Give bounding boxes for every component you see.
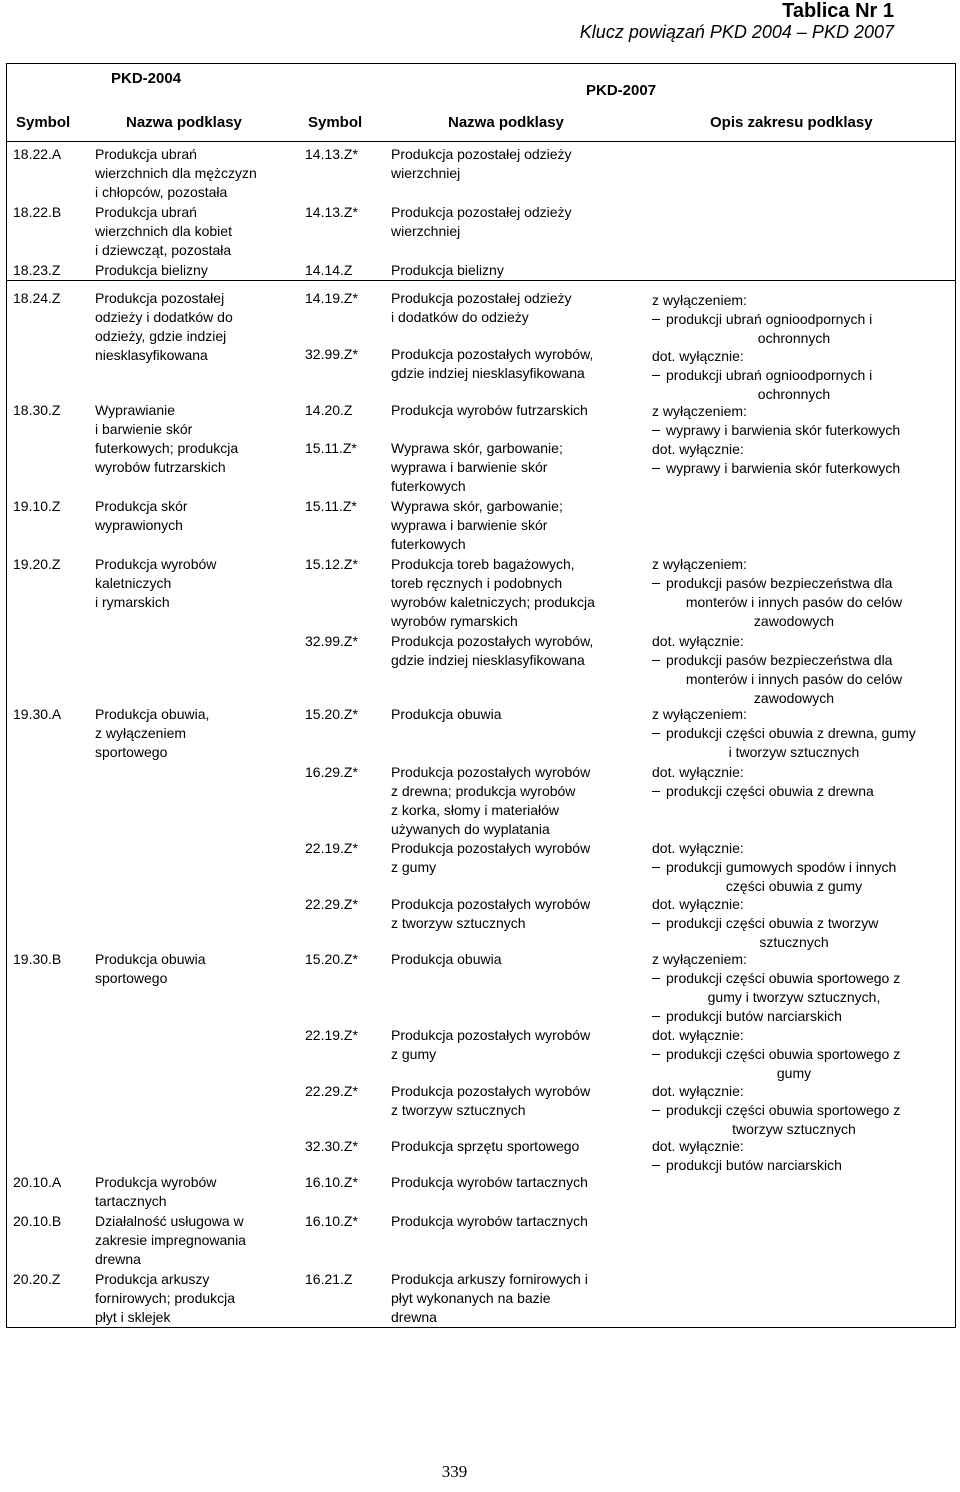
- scope-note-item: produkcji ubrań ognioodpornych i ochronnych: [652, 310, 924, 348]
- pkd2004-header: PKD-2004: [111, 70, 182, 87]
- scope-note-item: produkcji części obuwia z tworzyw sztucznych: [652, 914, 924, 952]
- old-name: Produkcja obuwia sportowego: [95, 951, 206, 986]
- new-name: Produkcja pozostałej odzieży i dodatków do odzieży: [391, 290, 572, 325]
- symbol-header-2004: Symbol: [16, 114, 71, 131]
- new-symbol: 22.19.Z*: [305, 1027, 358, 1043]
- scope-note-item: produkcji pasów bezpieczeństwa dla monterów i innych pasów do celów zawodowych: [652, 574, 924, 631]
- new-name: Produkcja wyrobów futrzarskich: [391, 402, 588, 418]
- new-name: Produkcja arkuszy fornirowych i płyt wykonanych na bazie drewna: [391, 1271, 588, 1325]
- section-divider: [7, 280, 955, 281]
- scope-note-heading: z wyłączeniem:: [652, 403, 747, 419]
- new-symbol: 15.11.Z*: [305, 498, 357, 514]
- new-symbol: 16.29.Z*: [305, 764, 358, 780]
- new-name: Produkcja pozostałych wyrobów z drewna; produkcja wyrobów z korka, słomy i materiałów używanych do wyplatania: [391, 764, 591, 837]
- name-header-2007: Nazwa podklasy: [448, 114, 564, 131]
- scope-note-heading: dot. wyłącznie:: [652, 348, 744, 364]
- scope-note-heading: dot. wyłącznie:: [652, 633, 744, 649]
- new-name: Produkcja obuwia: [391, 951, 502, 967]
- scope-note-item: produkcji części obuwia z drewna: [652, 782, 874, 801]
- new-symbol: 15.12.Z*: [305, 556, 358, 572]
- old-name: Produkcja ubrań wierzchnich dla kobiet i dziewcząt, pozostała: [95, 204, 232, 258]
- scope-note-heading: z wyłączeniem:: [652, 706, 747, 722]
- old-name: Działalność usługowa w zakresie impregnowania drewna: [95, 1213, 246, 1267]
- new-name: Produkcja pozostałej odzieży wierzchniej: [391, 146, 572, 181]
- new-symbol: 32.99.Z*: [305, 633, 358, 649]
- new-name: Produkcja toreb bagażowych, toreb ręcznych i podobnych wyrobów kaletniczych; produkcja wyrobów rymarskich: [391, 556, 595, 629]
- old-symbol: 20.10.B: [13, 1213, 62, 1229]
- old-symbol: 19.20.Z: [13, 556, 61, 572]
- page-number: 339: [441, 1462, 468, 1481]
- description-header: Opis zakresu podklasy: [710, 114, 873, 131]
- new-name: Wyprawa skór, garbowanie; wyprawa i barwienie skór futerkowych: [391, 498, 563, 552]
- new-symbol: 15.11.Z*: [305, 440, 357, 456]
- new-symbol: 16.21.Z: [305, 1271, 353, 1287]
- old-symbol: 18.30.Z: [13, 402, 61, 418]
- pkd2007-header: PKD-2007: [586, 82, 657, 99]
- header-divider: [7, 141, 955, 142]
- scope-note-heading: dot. wyłącznie:: [652, 441, 744, 457]
- table-subtitle: Klucz powiązań PKD 2004 – PKD 2007: [579, 22, 894, 42]
- scope-note-heading: dot. wyłącznie:: [652, 896, 744, 912]
- table-number: Tablica Nr 1: [782, 0, 894, 22]
- scope-note-heading: dot. wyłącznie:: [652, 764, 744, 780]
- old-symbol: 20.10.A: [13, 1174, 62, 1190]
- scope-note-item: produkcji butów narciarskich: [652, 1156, 842, 1175]
- scope-note-item: produkcji części obuwia z drewna, gumy i tworzyw sztucznych: [652, 724, 924, 762]
- new-name: Produkcja pozostałych wyrobów, gdzie indziej niesklasyfikowana: [391, 633, 594, 668]
- scope-note-item: produkcji butów narciarskich: [652, 1007, 842, 1026]
- old-name: Produkcja skór wyprawionych: [95, 498, 188, 533]
- old-name: Produkcja wyrobów tartacznych: [95, 1174, 217, 1209]
- scope-note-heading: dot. wyłącznie:: [652, 840, 744, 856]
- new-symbol: 14.13.Z*: [305, 146, 358, 162]
- scope-note-heading: dot. wyłącznie:: [652, 1083, 744, 1099]
- new-name: Produkcja pozostałej odzieży wierzchniej: [391, 204, 572, 239]
- scope-note-item: produkcji części obuwia sportowego z gumy i tworzyw sztucznych,: [652, 969, 924, 1007]
- new-name: Wyprawa skór, garbowanie; wyprawa i barwienie skór futerkowych: [391, 440, 563, 494]
- new-name: Produkcja obuwia: [391, 706, 502, 722]
- new-symbol: 22.29.Z*: [305, 1083, 358, 1099]
- scope-note-heading: z wyłączeniem:: [652, 292, 747, 308]
- old-symbol: 18.24.Z: [13, 290, 61, 306]
- old-symbol: 19.30.B: [13, 951, 62, 967]
- new-name: Produkcja pozostałych wyrobów z tworzyw sztucznych: [391, 896, 591, 931]
- new-symbol: 15.20.Z*: [305, 706, 358, 722]
- new-name: Produkcja pozostałych wyrobów, gdzie indziej niesklasyfikowana: [391, 346, 594, 381]
- scope-note-heading: dot. wyłącznie:: [652, 1027, 744, 1043]
- new-symbol: 14.13.Z*: [305, 204, 358, 220]
- scope-note-heading: dot. wyłącznie:: [652, 1138, 744, 1154]
- old-symbol: 18.23.Z: [13, 262, 61, 278]
- old-name: Wyprawianie i barwienie skór futerkowych; produkcja wyrobów futrzarskich: [95, 402, 239, 475]
- new-symbol: 16.10.Z*: [305, 1174, 358, 1190]
- old-name: Produkcja obuwia, z wyłączeniem sportowego: [95, 706, 210, 760]
- new-name: Produkcja pozostałych wyrobów z tworzyw sztucznych: [391, 1083, 591, 1118]
- new-name: Produkcja sprzętu sportowego: [391, 1138, 580, 1154]
- new-symbol: 32.99.Z*: [305, 346, 358, 362]
- old-name: Produkcja pozostałej odzieży i dodatków do odzieży, gdzie indziej niesklasyfikowana: [95, 290, 233, 363]
- new-name: Produkcja pozostałych wyrobów z gumy: [391, 840, 591, 875]
- name-header-2004: Nazwa podklasy: [126, 114, 242, 131]
- new-symbol: 16.10.Z*: [305, 1213, 358, 1229]
- symbol-header-2007: Symbol: [308, 114, 363, 131]
- new-symbol: 14.20.Z: [305, 402, 353, 418]
- old-name: Produkcja bielizny: [95, 262, 208, 278]
- new-symbol: 32.30.Z*: [305, 1138, 358, 1154]
- old-name: Produkcja ubrań wierzchnich dla mężczyzn i chłopców, pozostała: [95, 146, 257, 200]
- new-name: Produkcja bielizny: [391, 262, 504, 278]
- old-name: Produkcja wyrobów kaletniczych i rymarskich: [95, 556, 217, 610]
- scope-note-item: produkcji pasów bezpieczeństwa dla monterów i innych pasów do celów zawodowych: [652, 651, 924, 708]
- scope-note-heading: z wyłączeniem:: [652, 556, 747, 572]
- new-symbol: 22.29.Z*: [305, 896, 358, 912]
- old-symbol: 19.30.A: [13, 706, 62, 722]
- old-symbol: 20.20.Z: [13, 1271, 61, 1287]
- scope-note-item: wyprawy i barwienia skór futerkowych: [652, 459, 900, 478]
- scope-note-item: produkcji gumowych spodów i innych części obuwia z gumy: [652, 858, 924, 896]
- old-name: Produkcja arkuszy fornirowych; produkcja płyt i sklejek: [95, 1271, 236, 1325]
- new-symbol: 22.19.Z*: [305, 840, 358, 856]
- new-name: Produkcja wyrobów tartacznych: [391, 1213, 588, 1229]
- old-symbol: 18.22.B: [13, 204, 62, 220]
- scope-note-item: produkcji części obuwia sportowego z gumy: [652, 1045, 924, 1083]
- old-symbol: 19.10.Z: [13, 498, 61, 514]
- scope-note-item: produkcji części obuwia sportowego z tworzyw sztucznych: [652, 1101, 924, 1139]
- scope-note-item: wyprawy i barwienia skór futerkowych: [652, 421, 900, 440]
- new-name: Produkcja pozostałych wyrobów z gumy: [391, 1027, 591, 1062]
- scope-note-heading: z wyłączeniem:: [652, 951, 747, 967]
- new-symbol: 14.19.Z*: [305, 290, 358, 306]
- old-symbol: 18.22.A: [13, 146, 62, 162]
- scope-note-item: produkcji ubrań ognioodpornych i ochronnych: [652, 366, 924, 404]
- new-symbol: 15.20.Z*: [305, 951, 358, 967]
- new-symbol: 14.14.Z: [305, 262, 353, 278]
- new-name: Produkcja wyrobów tartacznych: [391, 1174, 588, 1190]
